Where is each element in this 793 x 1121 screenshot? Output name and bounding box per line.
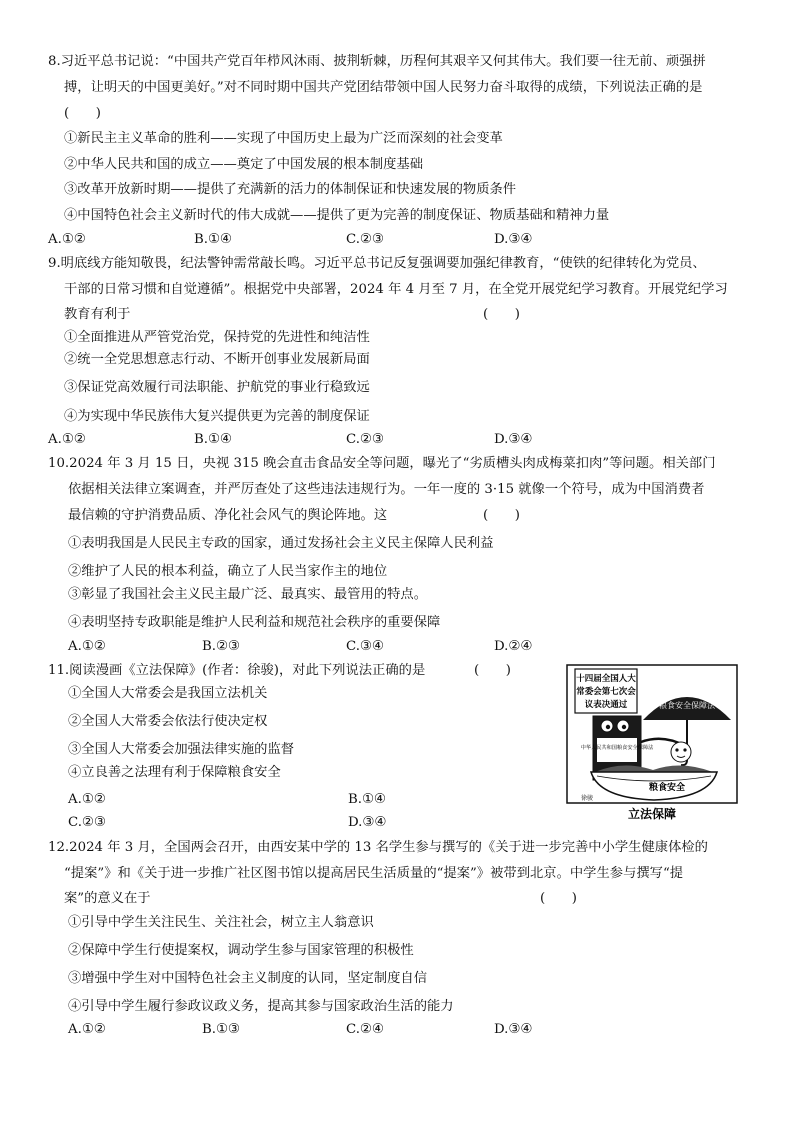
- q8-stem-line-1: 8.习近平总书记说：“中国共产党百年栉风沐雨、披荆斩棘，历程何其艰辛又何其伟大。我们要一往无前、顽强拼: [48, 54, 706, 69]
- book-title: 中华人民共和国粮食安全保障法: [580, 745, 654, 751]
- q12-statement-1: ①引导中学生关注民生、关注社会，树立主人翁意识: [68, 915, 374, 930]
- q11-statement-4: ④立良善之法理有利于保障粮食安全: [68, 765, 281, 780]
- q12-option-a[interactable]: A.①②: [68, 1022, 106, 1037]
- q11-statement-3: ③全国人大常委会加强法律实施的监督: [68, 742, 295, 757]
- q10-stem-line-2: 依据相关法律立案调查，并严厉查处了这些违法违规行为。一年一度的 3·15 就像一个符号，成为中国消费者: [68, 482, 705, 497]
- q12-statement-4: ④引导中学生履行参政议政义务，提高其参与国家政治生活的能力: [68, 999, 454, 1014]
- q12-stem-line-2: “提案”》和《关于进一步推广社区图书馆以提高居民生活质量的“提案”》被带到北京。中学生参与撰写“提: [64, 866, 684, 881]
- cartoon-caption: 立法保障: [627, 807, 677, 821]
- q10-option-d[interactable]: D.②④: [494, 639, 533, 654]
- q10-option-b[interactable]: B.②③: [202, 639, 240, 654]
- q8-statement-3: ③改革开放新时期——提供了充满新的活力的体制保证和快速发展的物质条件: [64, 182, 517, 197]
- q10-statement-1: ①表明我国是人民民主专政的国家，通过发扬社会主义民主保障人民利益: [68, 536, 494, 551]
- q11-option-d[interactable]: D.③④: [348, 815, 387, 830]
- q9-answer-bracket: ( ): [483, 307, 520, 322]
- q9-option-a[interactable]: A.①②: [48, 432, 86, 447]
- q10-option-c[interactable]: C.③④: [346, 639, 384, 654]
- q12-stem-line-3: 案”的意义在于: [64, 891, 151, 906]
- q9-stem-line-1: 9.明底线方能知敬畏，纪法警钟需常敲长鸣。习近平总书记反复强调要加强纪律教育，“使铁的纪律转化为党员、: [48, 256, 706, 271]
- q8-stem-line-2: 搏，让明天的中国更美好。”对不同时期中国共产党团结带领中国人民努力奋斗取得的成绩，下列说法正确的是: [64, 80, 703, 95]
- q8-statement-2: ②中华人民共和国的成立——奠定了中国发展的根本制度基础: [64, 157, 424, 172]
- q10-stem-line-3: 最信赖的守护消费品质、净化社会风气的舆论阵地。这: [68, 508, 388, 523]
- q12-option-c[interactable]: C.②④: [346, 1022, 384, 1037]
- q12-option-b[interactable]: B.①③: [202, 1022, 240, 1037]
- q9-stem-line-2: 干部的日常习惯和自觉遵循”。根据党中央部署，2024 年 4 月至 7 月，在全党开展党纪学习教育。开展党纪学习: [64, 282, 728, 297]
- q10-option-a[interactable]: A.①②: [68, 639, 106, 654]
- legislation-cartoon: [563, 664, 741, 824]
- q10-statement-4: ④表明坚持专政职能是维护人民利益和规范社会秩序的重要保障: [68, 615, 441, 630]
- q9-option-d[interactable]: D.③④: [494, 432, 533, 447]
- q11-answer-bracket: ( ): [474, 663, 511, 678]
- q12-answer-bracket: ( ): [540, 891, 577, 906]
- q8-statement-1: ①新民主主义革命的胜利——实现了中国历史上最为广泛而深刻的社会变革: [64, 131, 503, 146]
- q12-stem-line-1: 12.2024 年 3 月，全国两会召开，由西安某中学的 13 名学生参与撰写的《关于进一步完善中小学生健康体检的: [48, 840, 708, 855]
- q12-option-d[interactable]: D.③④: [494, 1022, 533, 1037]
- bowl-label: 粮食安全: [648, 783, 686, 793]
- q8-option-c[interactable]: C.②③: [346, 232, 384, 247]
- q8-option-b[interactable]: B.①④: [194, 232, 232, 247]
- cartoon-header-2: 常委会第七次会: [576, 687, 636, 697]
- q11-option-b[interactable]: B.①④: [348, 792, 386, 807]
- q11-statement-2: ②全国人大常委会依法行使决定权: [68, 714, 268, 729]
- q9-statement-3: ③保证党高效履行司法职能、护航党的事业行稳致远: [64, 380, 370, 395]
- q10-stem-line-1: 10.2024 年 3 月 15 日，央视 315 晚会直击食品安全等问题，曝光了“劣质槽头肉成梅菜扣肉”等问题。相关部门: [48, 456, 716, 471]
- q9-statement-1: ①全面推进从严管党治党，保持党的先进性和纯洁性: [64, 330, 370, 345]
- q12-statement-2: ②保障中学生行使提案权，调动学生参与国家管理的积极性: [68, 943, 414, 958]
- q8-option-a[interactable]: A.①②: [48, 232, 86, 247]
- cartoon-drawing: [563, 664, 741, 824]
- q8-option-d[interactable]: D.③④: [494, 232, 533, 247]
- umbrella-label: 粮食安全保障法: [659, 701, 715, 710]
- q9-option-c[interactable]: C.②③: [346, 432, 384, 447]
- q9-option-b[interactable]: B.①④: [194, 432, 232, 447]
- q9-statement-2: ②统一全党思想意志行动、不断开创事业发展新局面: [64, 352, 370, 367]
- cartoon-signature: 徐骏: [581, 795, 594, 802]
- q10-statement-3: ③彰显了我国社会主义民主最广泛、最真实、最管用的特点。: [68, 587, 428, 602]
- q9-statement-4: ④为实现中华民族伟大复兴提供更为完善的制度保证: [64, 409, 370, 424]
- q11-option-a[interactable]: A.①②: [68, 792, 106, 807]
- q11-statement-1: ①全国人大常委会是我国立法机关: [68, 686, 268, 701]
- q10-statement-2: ②维护了人民的根本利益，确立了人民当家作主的地位: [68, 564, 388, 579]
- cartoon-header-3: 议表决通过: [584, 700, 628, 710]
- cartoon-header-1: 十四届全国人大: [576, 674, 636, 684]
- q10-answer-bracket: ( ): [483, 508, 520, 523]
- q8-statement-4: ④中国特色社会主义新时代的伟大成就——提供了更为完善的制度保证、物质基础和精神力量: [64, 208, 610, 223]
- q11-option-c[interactable]: C.②③: [68, 815, 106, 830]
- q8-answer-bracket: ( ): [64, 106, 101, 121]
- q11-stem-line-1: 11.阅读漫画《立法保障》(作者：徐骏)，对此下列说法正确的是: [48, 663, 426, 678]
- q12-statement-3: ③增强中学生对中国特色社会主义制度的认同，坚定制度自信: [68, 971, 428, 986]
- q9-stem-line-3: 教育有利于: [64, 307, 131, 322]
